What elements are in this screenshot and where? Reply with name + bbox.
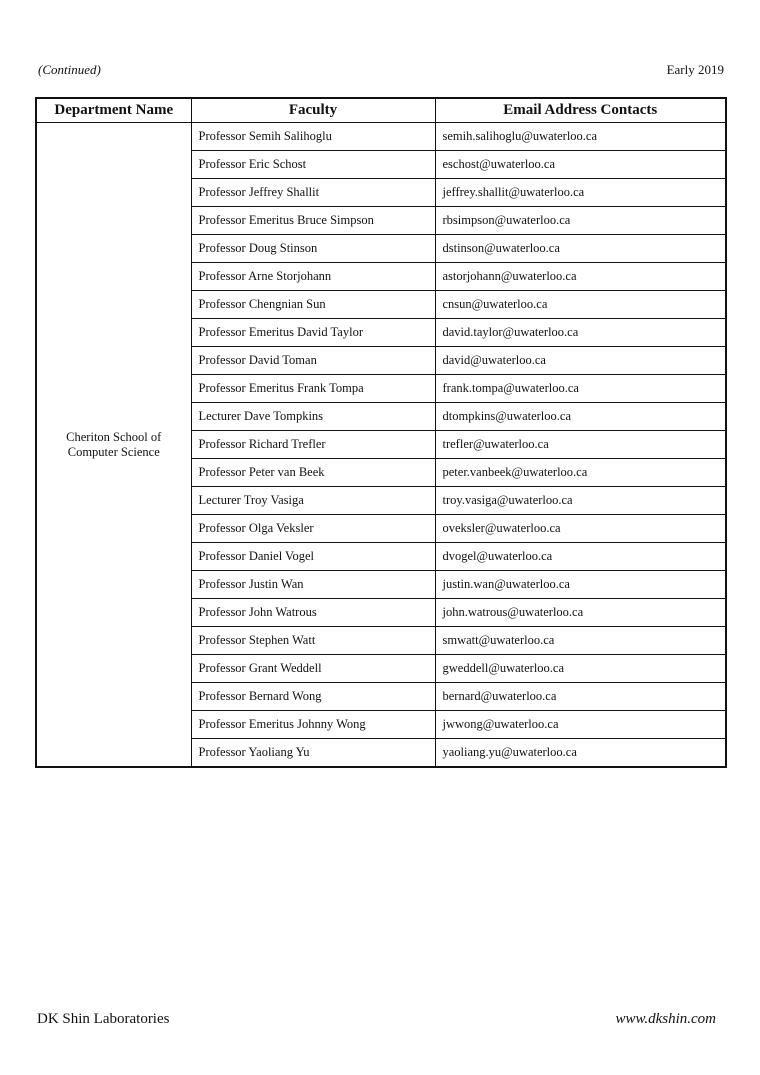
faculty-cell: Professor Daniel Vogel xyxy=(191,543,435,571)
faculty-cell: Professor Peter van Beek xyxy=(191,459,435,487)
email-cell[interactable]: david.taylor@uwaterloo.ca xyxy=(435,319,726,347)
faculty-cell: Professor Yaoliang Yu xyxy=(191,739,435,768)
email-cell[interactable]: smwatt@uwaterloo.ca xyxy=(435,627,726,655)
department-name-cell: Cheriton School of Computer Science xyxy=(36,123,191,768)
email-cell[interactable]: frank.tompa@uwaterloo.ca xyxy=(435,375,726,403)
table-header-row xyxy=(36,98,726,123)
faculty-cell: Professor Richard Trefler xyxy=(191,431,435,459)
table-body xyxy=(36,123,726,768)
column-header-department: Department Name xyxy=(36,98,191,123)
faculty-cell: Professor John Watrous xyxy=(191,599,435,627)
email-cell[interactable]: justin.wan@uwaterloo.ca xyxy=(435,571,726,599)
email-cell[interactable]: astorjohann@uwaterloo.ca xyxy=(435,263,726,291)
email-cell[interactable]: trefler@uwaterloo.ca xyxy=(435,431,726,459)
email-cell[interactable]: rbsimpson@uwaterloo.ca xyxy=(435,207,726,235)
document-date: Early 2019 xyxy=(666,62,724,77)
email-cell[interactable]: dvogel@uwaterloo.ca xyxy=(435,543,726,571)
column-header-faculty: Faculty xyxy=(191,98,435,123)
footer-website-link[interactable]: www.dkshin.com xyxy=(615,1011,716,1027)
table-row xyxy=(36,123,726,151)
faculty-cell: Professor Semih Salihoglu xyxy=(191,123,435,151)
email-cell[interactable]: john.watrous@uwaterloo.ca xyxy=(435,599,726,627)
email-cell[interactable]: jeffrey.shallit@uwaterloo.ca xyxy=(435,179,726,207)
email-cell[interactable]: eschost@uwaterloo.ca xyxy=(435,151,726,179)
faculty-contacts-table xyxy=(35,97,727,768)
email-cell[interactable]: david@uwaterloo.ca xyxy=(435,347,726,375)
faculty-cell: Professor Emeritus David Taylor xyxy=(191,319,435,347)
email-cell[interactable]: dstinson@uwaterloo.ca xyxy=(435,235,726,263)
faculty-cell: Professor Chengnian Sun xyxy=(191,291,435,319)
faculty-cell: Professor Grant Weddell xyxy=(191,655,435,683)
email-cell[interactable]: troy.vasiga@uwaterloo.ca xyxy=(435,487,726,515)
email-cell[interactable]: yaoliang.yu@uwaterloo.ca xyxy=(435,739,726,768)
email-cell[interactable]: semih.salihoglu@uwaterloo.ca xyxy=(435,123,726,151)
continued-label: (Continued) xyxy=(38,62,101,77)
faculty-cell: Professor Jeffrey Shallit xyxy=(191,179,435,207)
email-cell[interactable]: peter.vanbeek@uwaterloo.ca xyxy=(435,459,726,487)
faculty-cell: Professor Olga Veksler xyxy=(191,515,435,543)
faculty-cell: Professor Eric Schost xyxy=(191,151,435,179)
email-cell[interactable]: bernard@uwaterloo.ca xyxy=(435,683,726,711)
faculty-cell: Professor Stephen Watt xyxy=(191,627,435,655)
column-header-email: Email Address Contacts xyxy=(435,98,726,123)
faculty-cell: Lecturer Troy Vasiga xyxy=(191,487,435,515)
faculty-cell: Professor Emeritus Frank Tompa xyxy=(191,375,435,403)
faculty-cell: Professor Emeritus Bruce Simpson xyxy=(191,207,435,235)
faculty-cell: Professor Arne Storjohann xyxy=(191,263,435,291)
faculty-cell: Professor Doug Stinson xyxy=(191,235,435,263)
email-cell[interactable]: oveksler@uwaterloo.ca xyxy=(435,515,726,543)
email-cell[interactable]: dtompkins@uwaterloo.ca xyxy=(435,403,726,431)
footer-organization: DK Shin Laboratories xyxy=(37,1011,170,1027)
faculty-cell: Lecturer Dave Tompkins xyxy=(191,403,435,431)
faculty-cell: Professor Emeritus Johnny Wong xyxy=(191,711,435,739)
faculty-cell: Professor Bernard Wong xyxy=(191,683,435,711)
email-cell[interactable]: gweddell@uwaterloo.ca xyxy=(435,655,726,683)
faculty-cell: Professor David Toman xyxy=(191,347,435,375)
faculty-cell: Professor Justin Wan xyxy=(191,571,435,599)
email-cell[interactable]: jwwong@uwaterloo.ca xyxy=(435,711,726,739)
email-cell[interactable]: cnsun@uwaterloo.ca xyxy=(435,291,726,319)
